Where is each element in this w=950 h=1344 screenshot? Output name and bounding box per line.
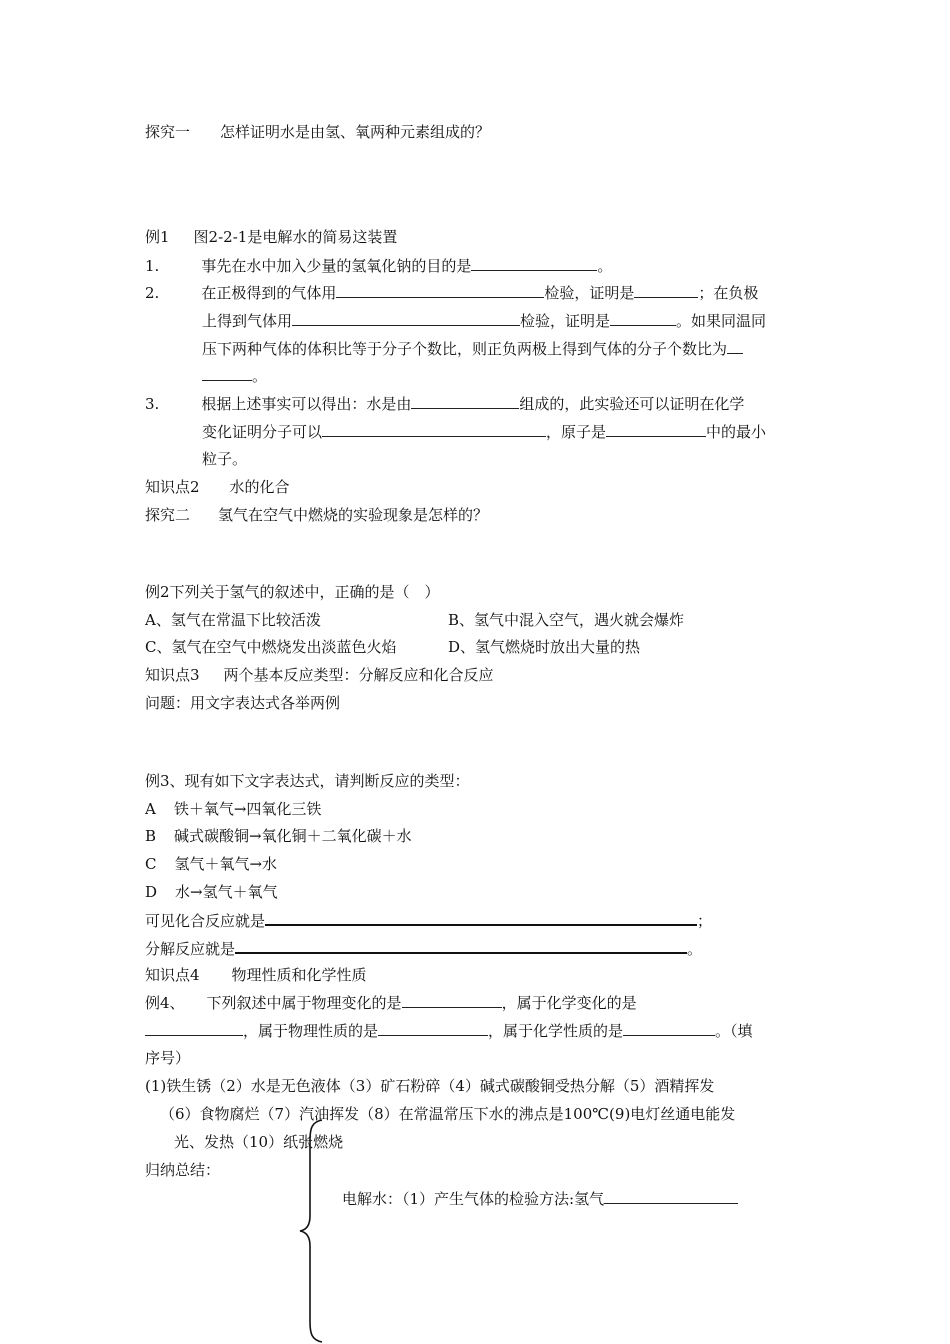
- ex2-option-b-wrap: [448, 610, 684, 630]
- ex4-items-line2: [160, 1104, 735, 1124]
- q2-blank-5b[interactable]: [202, 366, 252, 381]
- ex3-item-value: 碱式碳酸铜→氧化铜＋二氧化碳＋水: [174, 827, 412, 845]
- ex1-label: 例1: [145, 228, 170, 246]
- q3-text-f: 粒子。: [202, 450, 248, 468]
- ex2-options-row2: [145, 637, 396, 657]
- ex3-item-a: [145, 799, 321, 819]
- ex2-option-d: D、氢气燃烧时放出大量的热: [448, 638, 641, 656]
- question-text: 问题：用文字表达式各举两例: [145, 694, 341, 712]
- ex4-items-line1: [145, 1076, 714, 1096]
- ex3-item-key: B: [145, 827, 157, 845]
- ex4-blank-3[interactable]: [378, 1021, 488, 1036]
- ex2-option-a: A、氢气在常温下比较活泼: [145, 611, 321, 629]
- ex1-text: 图2-2-1是电解水的简易这装置: [193, 228, 398, 246]
- explore1-text: 怎样证明水是由氢、氧两种元素组成的？: [220, 123, 491, 141]
- q3-text-a: 根据上述事实可以得出：水是由: [201, 395, 412, 413]
- kp3-text: 两个基本反应类型：分解反应和化合反应: [223, 666, 494, 684]
- ex4-items-2: （6）食物腐烂（7）汽油挥发（8）在常温常压下水的沸点是100℃(9)电灯丝通电能发: [160, 1105, 736, 1123]
- ex4-blank-4[interactable]: [623, 1021, 715, 1036]
- q2-text-a: 在正极得到的气体用: [201, 284, 337, 302]
- ex2-options-row1: [145, 610, 321, 630]
- explore1-heading: [145, 122, 490, 142]
- ex4-blank-1[interactable]: [402, 993, 502, 1008]
- q3-blank-3[interactable]: [606, 422, 706, 437]
- explore1-label: 探究一: [145, 123, 191, 141]
- ex1-q3-line3: [202, 449, 247, 469]
- q2-text-f: 。如果同温同: [676, 312, 767, 330]
- q2-text-b: 检验，证明是: [544, 284, 635, 302]
- kp3-label: 知识点3: [145, 666, 200, 684]
- ex1-q1: [145, 256, 612, 276]
- ex3-item-b: [145, 826, 412, 846]
- ex2-option-b: B、氢气中混入空气，遇火就会爆炸: [448, 611, 685, 629]
- q2-blank-5a[interactable]: [727, 339, 743, 354]
- ex3-combination-line: [145, 910, 712, 931]
- ex4-label: 例4、: [145, 994, 185, 1012]
- ex4-text-c: ，属于物理性质的是: [243, 1022, 379, 1040]
- ex4-line3: [145, 1048, 190, 1068]
- ex4-items-1: (1)铁生锈（2）水是无色液体（3）矿石粉碎（4）碱式碳酸铜受热分解（5）酒精挥发: [145, 1077, 715, 1095]
- ex2-text: 例2下列关于氢气的叙述中，正确的是（ ）: [145, 583, 440, 601]
- q3-text-c: 变化证明分子可以: [202, 423, 323, 441]
- q3-number: 3.: [145, 395, 160, 413]
- kp2-label: 知识点2: [145, 478, 200, 496]
- summary-blank[interactable]: [604, 1189, 738, 1204]
- summary-heading: [145, 1160, 220, 1180]
- ex3-item-value: 水→氢气＋氧气: [175, 883, 278, 901]
- ex3-item-key: D: [145, 883, 158, 901]
- ex3-item-value: 铁＋氧气→四氧化三铁: [173, 800, 322, 818]
- ex3-item-key: A: [145, 800, 156, 818]
- ex1-q2-line4: [202, 366, 267, 386]
- q2-blank-2[interactable]: [634, 283, 698, 298]
- q1-number: 1.: [145, 257, 160, 275]
- explore2-heading: [145, 505, 488, 525]
- combination-blank[interactable]: [265, 910, 697, 926]
- ex4-text-a: 下列叙述中属于物理变化的是: [206, 994, 402, 1012]
- combination-text: 可见化合反应就是: [145, 912, 266, 930]
- question-line: [145, 693, 340, 713]
- ex4-text-b: ，属于化学变化的是: [501, 994, 637, 1012]
- q3-text-d: ，原子是: [546, 423, 607, 441]
- ex2-question: [145, 582, 440, 602]
- ex1-q2-line3: [202, 339, 743, 359]
- kp2-heading: [145, 477, 290, 497]
- q1-text: 事先在水中加入少量的氢氧化钠的目的是: [201, 257, 472, 275]
- ex3-item-c: [145, 854, 277, 874]
- ex3-question: [145, 771, 470, 791]
- kp2-text: 水的化合: [229, 478, 290, 496]
- kp4-text: 物理性质和化学性质: [231, 966, 367, 984]
- kp4-label: 知识点4: [145, 966, 200, 984]
- q2-number: 2.: [145, 284, 160, 302]
- ex1-q2-line1: [145, 283, 758, 303]
- ex3-decomposition-line: [145, 938, 702, 959]
- summary-line: [342, 1189, 738, 1209]
- kp3-heading: [145, 665, 494, 685]
- summary-label: 归纳总结：: [145, 1161, 221, 1179]
- ex1-heading: [145, 227, 397, 247]
- ex4-text-e: 。（填: [715, 1022, 753, 1040]
- ex1-q3-line1: [145, 394, 744, 414]
- ex3-item-key: C: [145, 855, 157, 873]
- combination-end: ；: [697, 912, 713, 930]
- ex1-q3-line2: [202, 422, 766, 442]
- q3-blank-2[interactable]: [322, 422, 546, 437]
- ex4-line2: [145, 1021, 753, 1041]
- explore2-text: 氢气在空气中燃烧的实验现象是怎样的？: [218, 506, 489, 524]
- q2-text-c: ；在负极: [698, 284, 759, 302]
- ex3-item-d: [145, 882, 278, 902]
- q2-text-e: 检验，证明是: [520, 312, 611, 330]
- q2-blank-4[interactable]: [610, 311, 676, 326]
- q2-text-d: 上得到气体用: [202, 312, 293, 330]
- q1-blank[interactable]: [471, 256, 597, 271]
- q1-end: 。: [597, 257, 613, 275]
- explore2-label: 探究二: [145, 506, 191, 524]
- decomposition-text: 分解反应就是: [145, 940, 236, 958]
- q3-blank-1[interactable]: [411, 394, 519, 409]
- q2-text-h: 。: [252, 367, 268, 385]
- decomposition-blank[interactable]: [235, 938, 687, 954]
- left-brace-icon: [296, 1118, 326, 1344]
- q3-text-b: 组成的，此实验还可以证明在化学: [519, 395, 745, 413]
- ex4-items-3: 光、发热（10）纸张燃烧: [174, 1133, 344, 1151]
- kp4-heading: [145, 965, 367, 985]
- ex2-option-c: C、氢气在空气中燃烧发出淡蓝色火焰: [145, 638, 397, 656]
- q2-text-g: 压下两种气体的体积比等于分子个数比，则正负两极上得到气体的分子个数比为: [202, 340, 728, 358]
- decomposition-end: 。: [687, 940, 703, 958]
- q2-blank-3[interactable]: [292, 311, 520, 326]
- q2-blank-1[interactable]: [336, 283, 544, 298]
- ex3-item-value: 氢气＋氧气→水: [174, 855, 278, 873]
- ex3-text: 例3、现有如下文字表达式，请判断反应的类型：: [145, 772, 470, 790]
- ex4-line1: [145, 993, 637, 1013]
- q3-text-e: 中的最小: [706, 423, 767, 441]
- ex2-option-d-wrap: [448, 637, 640, 657]
- ex4-blank-2[interactable]: [145, 1021, 243, 1036]
- ex4-text-d: ，属于化学性质的是: [488, 1022, 624, 1040]
- summary-text: 电解水：（1）产生气体的检验方法:氢气: [342, 1190, 605, 1208]
- ex4-text-f: 序号）: [145, 1049, 191, 1067]
- ex1-q2-line2: [202, 311, 766, 331]
